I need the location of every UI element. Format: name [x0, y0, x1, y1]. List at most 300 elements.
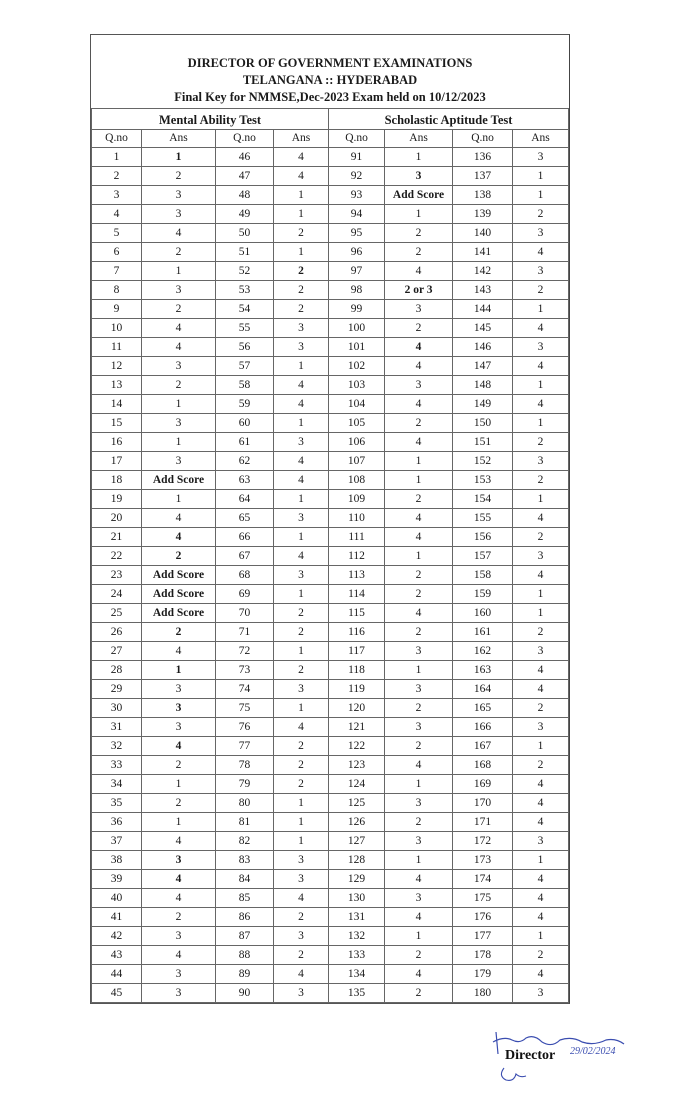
question-number-cell: 53	[216, 281, 274, 300]
answer-cell: 4	[385, 262, 453, 281]
answer-cell: 2	[274, 775, 329, 794]
answer-cell: 3	[513, 832, 569, 851]
answer-cell: 1	[274, 414, 329, 433]
question-number-cell: 62	[216, 452, 274, 471]
answer-cell: 4	[513, 889, 569, 908]
table-row	[92, 623, 569, 642]
answer-cell: 2	[513, 946, 569, 965]
answer-key-body	[92, 148, 569, 1003]
answer-cell: 1	[274, 642, 329, 661]
table-row	[92, 813, 569, 832]
answer-cell: 1	[513, 737, 569, 756]
answer-cell: 2	[274, 946, 329, 965]
table-row	[92, 984, 569, 1003]
section-header-row	[92, 109, 569, 130]
answer-cell: 2	[385, 623, 453, 642]
question-number-cell: 122	[329, 737, 385, 756]
table-row	[92, 357, 569, 376]
answer-cell: 1	[142, 775, 216, 794]
question-number-cell: 84	[216, 870, 274, 889]
question-number-cell: 68	[216, 566, 274, 585]
question-number-cell: 63	[216, 471, 274, 490]
table-row	[92, 433, 569, 452]
answer-cell: 4	[385, 509, 453, 528]
answer-cell: 4	[142, 319, 216, 338]
answer-cell: 4	[274, 167, 329, 186]
question-number-cell: 95	[329, 224, 385, 243]
answer-cell: 3	[274, 433, 329, 452]
answer-cell: 1	[274, 357, 329, 376]
answer-cell: 2	[142, 243, 216, 262]
question-number-cell: 90	[216, 984, 274, 1003]
question-number-cell: 176	[453, 908, 513, 927]
answer-cell: 4	[385, 433, 453, 452]
answer-cell: 3	[142, 414, 216, 433]
question-number-cell: 75	[216, 699, 274, 718]
answer-cell: 3	[142, 357, 216, 376]
signature-title: Director	[505, 1048, 556, 1063]
question-number-cell: 88	[216, 946, 274, 965]
answer-cell: 3	[274, 851, 329, 870]
question-number-cell: 108	[329, 471, 385, 490]
answer-cell: 2	[513, 623, 569, 642]
table-row	[92, 490, 569, 509]
answer-cell: 4	[385, 965, 453, 984]
question-number-cell: 118	[329, 661, 385, 680]
question-number-cell: 40	[92, 889, 142, 908]
question-number-cell: 128	[329, 851, 385, 870]
question-number-cell: 134	[329, 965, 385, 984]
answer-key-sheet	[90, 34, 570, 1004]
table-row	[92, 965, 569, 984]
answer-cell: 1	[513, 604, 569, 623]
answer-cell: 4	[513, 870, 569, 889]
answer-cell: 2	[142, 547, 216, 566]
answer-cell: 4	[274, 547, 329, 566]
table-row	[92, 585, 569, 604]
answer-cell: 2	[274, 623, 329, 642]
header-line-2: TELANGANA :: HYDERABAD	[242, 73, 418, 87]
answer-cell: 3	[142, 699, 216, 718]
answer-cell: 4	[513, 661, 569, 680]
question-number-cell: 43	[92, 946, 142, 965]
header-line-3: Final Key for NMMSE,Dec-2023 Exam held on 10/12/2023	[174, 90, 486, 104]
answer-cell: 3	[385, 680, 453, 699]
answer-cell: 2	[142, 794, 216, 813]
answer-cell: Add Score	[142, 585, 216, 604]
question-number-cell: 61	[216, 433, 274, 452]
answer-cell: 1	[513, 490, 569, 509]
answer-cell: 4	[513, 794, 569, 813]
answer-cell: 1	[274, 243, 329, 262]
question-number-cell: 162	[453, 642, 513, 661]
question-number-cell: 77	[216, 737, 274, 756]
question-number-cell: 114	[329, 585, 385, 604]
question-number-cell: 52	[216, 262, 274, 281]
answer-cell: 2	[385, 319, 453, 338]
question-number-cell: 111	[329, 528, 385, 547]
answer-cell: 4	[142, 946, 216, 965]
answer-cell: 2	[513, 528, 569, 547]
answer-cell: 2	[385, 585, 453, 604]
answer-cell: 2	[142, 167, 216, 186]
answer-cell: 1	[385, 661, 453, 680]
question-number-cell: 133	[329, 946, 385, 965]
answer-cell: 3	[385, 642, 453, 661]
answer-cell: 4	[274, 452, 329, 471]
question-number-cell: 102	[329, 357, 385, 376]
answer-cell: 4	[385, 395, 453, 414]
question-number-cell: 35	[92, 794, 142, 813]
answer-cell: 1	[274, 832, 329, 851]
question-number-cell: 65	[216, 509, 274, 528]
answer-cell: 2	[274, 281, 329, 300]
answer-cell: 4	[513, 965, 569, 984]
question-number-cell: 12	[92, 357, 142, 376]
answer-cell: 4	[513, 395, 569, 414]
answer-cell: 3	[385, 889, 453, 908]
answer-cell: 3	[274, 509, 329, 528]
answer-cell: 2	[274, 300, 329, 319]
question-number-cell: 6	[92, 243, 142, 262]
answer-cell: 4	[513, 566, 569, 585]
question-number-cell: 121	[329, 718, 385, 737]
question-number-cell: 96	[329, 243, 385, 262]
table-row	[92, 642, 569, 661]
question-number-cell: 117	[329, 642, 385, 661]
question-number-cell: 170	[453, 794, 513, 813]
question-number-cell: 20	[92, 509, 142, 528]
question-number-cell: 155	[453, 509, 513, 528]
col-header: Ans	[142, 130, 216, 148]
question-number-cell: 166	[453, 718, 513, 737]
question-number-cell: 172	[453, 832, 513, 851]
table-row	[92, 604, 569, 623]
answer-cell: 2	[385, 414, 453, 433]
table-row	[92, 718, 569, 737]
table-row	[92, 794, 569, 813]
answer-cell: 1	[385, 452, 453, 471]
answer-cell: 2	[274, 661, 329, 680]
question-number-cell: 160	[453, 604, 513, 623]
answer-cell: 4	[513, 813, 569, 832]
answer-cell: 4	[274, 395, 329, 414]
question-number-cell: 153	[453, 471, 513, 490]
table-row	[92, 661, 569, 680]
question-number-cell: 129	[329, 870, 385, 889]
answer-cell: 4	[142, 889, 216, 908]
question-number-cell: 86	[216, 908, 274, 927]
table-row	[92, 775, 569, 794]
question-number-cell: 78	[216, 756, 274, 775]
answer-cell: 2	[274, 756, 329, 775]
answer-cell: 4	[142, 338, 216, 357]
question-number-cell: 146	[453, 338, 513, 357]
answer-cell: 3	[142, 680, 216, 699]
col-header: Q.no	[92, 130, 142, 148]
answer-cell: 2	[513, 281, 569, 300]
question-number-cell: 26	[92, 623, 142, 642]
question-number-cell: 51	[216, 243, 274, 262]
question-number-cell: 5	[92, 224, 142, 243]
question-number-cell: 131	[329, 908, 385, 927]
answer-cell: 2	[274, 224, 329, 243]
answer-cell: 2	[142, 908, 216, 927]
answer-cell: 1	[513, 851, 569, 870]
answer-cell: 3	[513, 224, 569, 243]
question-number-cell: 28	[92, 661, 142, 680]
question-number-cell: 89	[216, 965, 274, 984]
question-number-cell: 132	[329, 927, 385, 946]
question-number-cell: 115	[329, 604, 385, 623]
answer-cell: 4	[513, 908, 569, 927]
answer-cell: 1	[513, 186, 569, 205]
answer-cell: 4	[513, 680, 569, 699]
answer-cell: 2	[513, 205, 569, 224]
question-number-cell: 30	[92, 699, 142, 718]
question-number-cell: 143	[453, 281, 513, 300]
answer-cell: 3	[513, 338, 569, 357]
header-line-1: DIRECTOR OF GOVERNMENT EXAMINATIONS	[187, 56, 473, 70]
answer-cell: 3	[274, 680, 329, 699]
column-header-row	[92, 130, 569, 148]
question-number-cell: 94	[329, 205, 385, 224]
question-number-cell: 109	[329, 490, 385, 509]
question-number-cell: 142	[453, 262, 513, 281]
question-number-cell: 29	[92, 680, 142, 699]
answer-cell: 4	[385, 338, 453, 357]
question-number-cell: 70	[216, 604, 274, 623]
question-number-cell: 163	[453, 661, 513, 680]
table-row	[92, 338, 569, 357]
question-number-cell: 11	[92, 338, 142, 357]
question-number-cell: 33	[92, 756, 142, 775]
question-number-cell: 81	[216, 813, 274, 832]
question-number-cell: 171	[453, 813, 513, 832]
question-number-cell: 23	[92, 566, 142, 585]
question-number-cell: 130	[329, 889, 385, 908]
question-number-cell: 165	[453, 699, 513, 718]
question-number-cell: 99	[329, 300, 385, 319]
col-header: Ans	[513, 130, 569, 148]
question-number-cell: 8	[92, 281, 142, 300]
answer-cell: 2	[274, 604, 329, 623]
question-number-cell: 104	[329, 395, 385, 414]
signature-block	[490, 1028, 670, 1098]
question-number-cell: 27	[92, 642, 142, 661]
question-number-cell: 106	[329, 433, 385, 452]
question-number-cell: 98	[329, 281, 385, 300]
question-number-cell: 112	[329, 547, 385, 566]
answer-cell: 3	[513, 718, 569, 737]
question-number-cell: 152	[453, 452, 513, 471]
question-number-cell: 126	[329, 813, 385, 832]
answer-cell: 2	[274, 262, 329, 281]
answer-cell: 1	[142, 490, 216, 509]
question-number-cell: 113	[329, 566, 385, 585]
answer-cell: 3	[274, 927, 329, 946]
col-header: Ans	[274, 130, 329, 148]
section-mental-ability: Mental Ability Test	[92, 109, 329, 130]
question-number-cell: 22	[92, 547, 142, 566]
question-number-cell: 148	[453, 376, 513, 395]
question-number-cell: 156	[453, 528, 513, 547]
question-number-cell: 9	[92, 300, 142, 319]
question-number-cell: 14	[92, 395, 142, 414]
question-number-cell: 83	[216, 851, 274, 870]
table-row	[92, 262, 569, 281]
table-row	[92, 528, 569, 547]
answer-cell: 3	[142, 281, 216, 300]
question-number-cell: 64	[216, 490, 274, 509]
question-number-cell: 16	[92, 433, 142, 452]
answer-cell: 4	[513, 243, 569, 262]
question-number-cell: 59	[216, 395, 274, 414]
answer-cell: 2	[274, 908, 329, 927]
answer-cell: 1	[142, 395, 216, 414]
question-number-cell: 139	[453, 205, 513, 224]
answer-cell: 3	[142, 205, 216, 224]
question-number-cell: 37	[92, 832, 142, 851]
answer-cell: 2	[513, 433, 569, 452]
question-number-cell: 179	[453, 965, 513, 984]
answer-cell: 3	[385, 718, 453, 737]
question-number-cell: 147	[453, 357, 513, 376]
question-number-cell: 46	[216, 148, 274, 167]
col-header: Ans	[385, 130, 453, 148]
question-number-cell: 32	[92, 737, 142, 756]
question-number-cell: 125	[329, 794, 385, 813]
answer-cell: 1	[142, 262, 216, 281]
question-number-cell: 100	[329, 319, 385, 338]
answer-cell: 3	[385, 832, 453, 851]
question-number-cell: 34	[92, 775, 142, 794]
question-number-cell: 7	[92, 262, 142, 281]
table-row	[92, 414, 569, 433]
table-row	[92, 908, 569, 927]
question-number-cell: 120	[329, 699, 385, 718]
table-row	[92, 547, 569, 566]
question-number-cell: 138	[453, 186, 513, 205]
answer-cell: 4	[274, 148, 329, 167]
answer-cell: 2	[513, 471, 569, 490]
answer-cell: 1	[274, 813, 329, 832]
question-number-cell: 80	[216, 794, 274, 813]
answer-cell: 3	[385, 376, 453, 395]
answer-cell: 4	[142, 832, 216, 851]
answer-cell: 1	[385, 148, 453, 167]
table-row	[92, 699, 569, 718]
answer-cell: 2	[142, 300, 216, 319]
table-row	[92, 452, 569, 471]
answer-cell: 2 or 3	[385, 281, 453, 300]
answer-cell: 4	[385, 604, 453, 623]
question-number-cell: 1	[92, 148, 142, 167]
question-number-cell: 135	[329, 984, 385, 1003]
answer-cell: 3	[274, 984, 329, 1003]
answer-cell: 1	[274, 528, 329, 547]
answer-cell: 3	[142, 965, 216, 984]
question-number-cell: 127	[329, 832, 385, 851]
answer-cell: 1	[274, 699, 329, 718]
question-number-cell: 55	[216, 319, 274, 338]
answer-cell: 4	[142, 870, 216, 889]
answer-cell: 4	[385, 528, 453, 547]
question-number-cell: 79	[216, 775, 274, 794]
question-number-cell: 97	[329, 262, 385, 281]
answer-cell: Add Score	[142, 604, 216, 623]
question-number-cell: 110	[329, 509, 385, 528]
answer-cell: 2	[142, 623, 216, 642]
table-row	[92, 851, 569, 870]
question-number-cell: 101	[329, 338, 385, 357]
question-number-cell: 76	[216, 718, 274, 737]
answer-cell: 1	[142, 661, 216, 680]
question-number-cell: 144	[453, 300, 513, 319]
answer-cell: 2	[513, 699, 569, 718]
question-number-cell: 69	[216, 585, 274, 604]
question-number-cell: 158	[453, 566, 513, 585]
table-row	[92, 509, 569, 528]
section-scholastic-aptitude: Scholastic Aptitude Test	[329, 109, 569, 130]
answer-cell: 1	[513, 376, 569, 395]
question-number-cell: 31	[92, 718, 142, 737]
table-row	[92, 927, 569, 946]
table-row	[92, 832, 569, 851]
answer-cell: 1	[513, 585, 569, 604]
table-row	[92, 395, 569, 414]
question-number-cell: 15	[92, 414, 142, 433]
answer-cell: 4	[274, 471, 329, 490]
answer-cell: 4	[513, 357, 569, 376]
question-number-cell: 116	[329, 623, 385, 642]
table-row	[92, 889, 569, 908]
question-number-cell: 50	[216, 224, 274, 243]
question-number-cell: 4	[92, 205, 142, 224]
question-number-cell: 36	[92, 813, 142, 832]
answer-cell: 3	[142, 851, 216, 870]
answer-cell: 1	[142, 813, 216, 832]
question-number-cell: 141	[453, 243, 513, 262]
answer-cell: 2	[274, 737, 329, 756]
question-number-cell: 180	[453, 984, 513, 1003]
answer-cell: 3	[513, 262, 569, 281]
question-number-cell: 124	[329, 775, 385, 794]
answer-cell: 3	[513, 984, 569, 1003]
question-number-cell: 48	[216, 186, 274, 205]
answer-cell: 4	[142, 642, 216, 661]
answer-cell: 1	[385, 775, 453, 794]
answer-cell: 1	[513, 927, 569, 946]
question-number-cell: 161	[453, 623, 513, 642]
question-number-cell: 157	[453, 547, 513, 566]
answer-cell: 1	[142, 148, 216, 167]
question-number-cell: 164	[453, 680, 513, 699]
question-number-cell: 175	[453, 889, 513, 908]
question-number-cell: 21	[92, 528, 142, 547]
table-row	[92, 319, 569, 338]
question-number-cell: 123	[329, 756, 385, 775]
answer-cell: 1	[385, 927, 453, 946]
answer-cell: 1	[385, 547, 453, 566]
question-number-cell: 85	[216, 889, 274, 908]
question-number-cell: 10	[92, 319, 142, 338]
question-number-cell: 168	[453, 756, 513, 775]
question-number-cell: 49	[216, 205, 274, 224]
answer-cell: 1	[385, 205, 453, 224]
answer-cell: 1	[274, 186, 329, 205]
table-row	[92, 680, 569, 699]
